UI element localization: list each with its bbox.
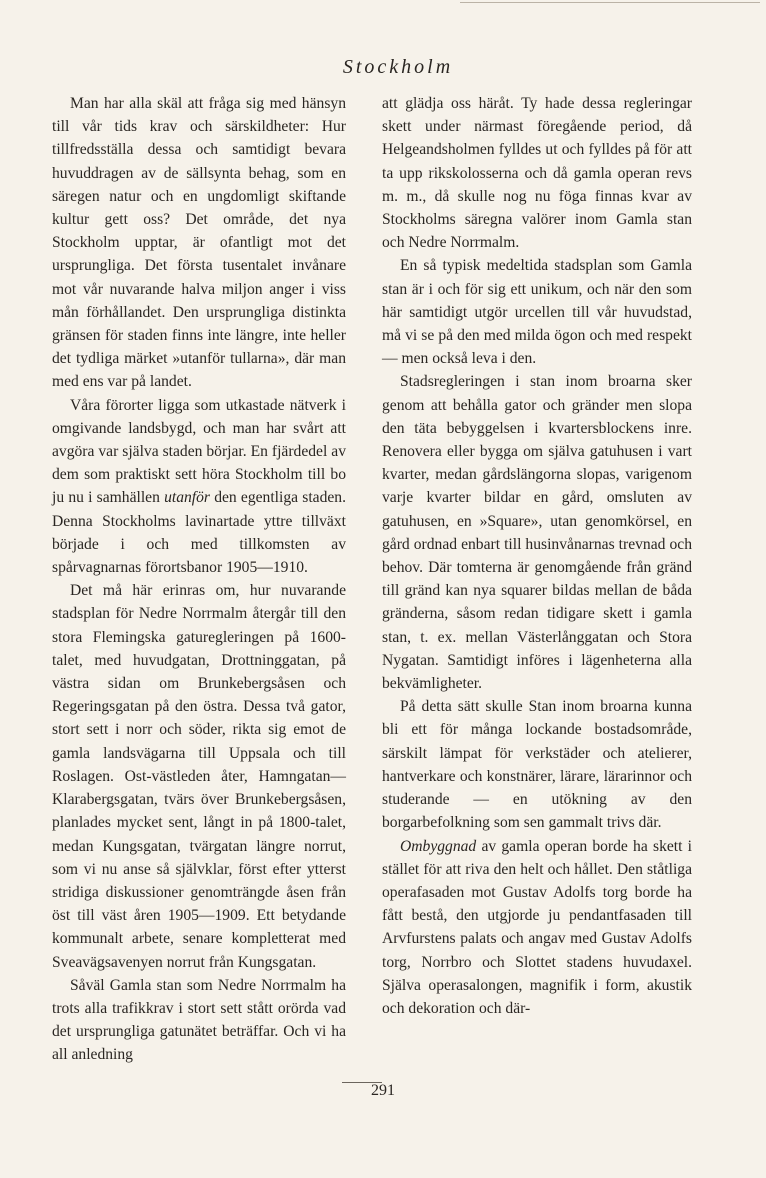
- left-paragraph-4: Såväl Gamla stan som Nedre Norrmalm ha trots alla trafikkrav i stort sett stått orörda vad det ursprungliga gatunätet beträffar. Och vi ha all anledning: [52, 976, 346, 1064]
- right-paragraph-3: Stadsregleringen i stan inom broarna sker genom att behålla gator och gränder men slopa den täta bebyggelsen i kvartersblockens inre. Renovera eller bygga om själva gatuhusen i vart kvarter, medan gårdslängorna slopas, varigenom varje kvarter bildar en gård, omsluten av gatuhusen, en »Square», utan genomkörsel, en gård ordnad enbart till husinvånarnas trevnad och behov. Där tomterna är genomgående från gränd till gränd kan nya squarer bildas mellan de båda gränderna, såsom redan tidigare skett i gamla stan, t. ex. mellan Västerlånggatan och Stora Nygatan. Samtidigt införes i lägenheterna alla bekvämligheter.: [382, 373, 692, 693]
- left-column: [52, 92, 346, 1067]
- right-paragraph-5-body: av gamla operan borde ha skett i stället för att riva den helt och hållet. Den ståtliga operafasaden mot Gustav Adolfs torg borde ha fått bestå, den utgjorde ju pendantfasaden till Arvfurstens palats och angav med Gustav Adolfs torg, Norrbro och Slottet stadens huvudaxel. Själva operasalongen, magnifik i form, akustik och dekoration och där-: [382, 837, 692, 1017]
- right-column: [382, 92, 692, 1020]
- right-paragraph-1: att glädja oss häråt. Ty hade dessa regleringar skett under närmast föregående period, då Helgeandsholmen fylldes ut och fylldes på för att ta upp rikskolosserna och då gamla operan revs m. m., då skulle nog nu föga finnas kvar av Stockholms säregna valörer inom Gamla stan och Nedre Norrmalm.: [382, 95, 692, 252]
- left-paragraph-2-head: Våra förorter ligga som utkastade nätverk i omgivande landsbygd, och man har svårt att avgöra var själva staden börjar. En fjärdedel av dem som praktiskt sett höra Stockholm till bo ju nu i samhällen: [52, 396, 346, 507]
- running-title: Stockholm: [342, 56, 454, 78]
- right-paragraph-4: På detta sätt skulle Stan inom broarna kunna bli ett för många lockande bostadsområde, särskilt lämpat för verkstäder och atelierer, hantverkare och konstnärer, lärare, lärarinnor och studerande — en utökning av den borgarbefolkning som sen gammalt trivs där.: [382, 698, 692, 832]
- left-paragraph-2: [52, 394, 346, 580]
- left-paragraph-1: Man har alla skäl att fråga sig med hänsyn till vår tids krav och särskildheter: Hur tillfredsställa dessa och samtidigt bevara huvuddragen av de sällsynta behag, som en säregen natur och en ungdomligt skiftande kultur gett oss? Det område, det nya Stockholm upptar, är ofantligt mot det ursprungliga. Det första tusentalet invånare mot vår nuvarande halva miljon anger i viss mån förhållandet. Den ursprungliga distinkta gränsen för staden finns inte längre, inte heller det tydliga märket »utanför tullarna», där man med ens var på landet.: [52, 95, 346, 391]
- italic-utanfor: utanför: [164, 489, 210, 507]
- right-paragraph-5: [382, 835, 692, 1021]
- top-edge-line: [460, 2, 760, 3]
- left-paragraph-2-tail: den egentliga staden. Denna Stockholms lavinartade yttre tillväxt började i och med tillkomsten av spårvagnarnas förortsbanor 1905—1910.: [52, 489, 346, 577]
- italic-ombyggnad: Ombyggnad: [400, 837, 477, 855]
- left-paragraph-3: Det må här erinras om, hur nuvarande stadsplan för Nedre Norrmalm återgår till den stora Flemingska gaturegleringen på 1600-talet, med huvudgatan, Drottninggatan, på västra sidan om Brunkebergsåsen och Regeringsgatan på den östra. Dessa två gator, stort sett i norr och söder, rikta sig emot de gamla landsvägarna till Uppsala och till Roslagen. Ost-västleden åter, Hamngatan—Klarabergsgatan, tvärs över Brunkebergsåsen, planlades mycket sent, långt in på 1800-talet, medan Kungsgatan, tvärgatan längre norrut, som vi nu anse så självklar, först efter ytterst stridiga diskussioner genomträngde åsen från öst till väst åren 1905—1909. Ett betydande kommunalt arbete, senare kompletterat med Sveavägsavenyen norrut från Kungsgatan.: [52, 582, 346, 971]
- right-paragraph-2: En så typisk medeltida stadsplan som Gamla stan är i och för sig ett unikum, och när den som här samtidigt utgör urcellen till vår huvudstad, må vi se på den med milda ögon och med respekt — men också leva i den.: [382, 257, 692, 368]
- page-number: 291: [371, 1082, 395, 1099]
